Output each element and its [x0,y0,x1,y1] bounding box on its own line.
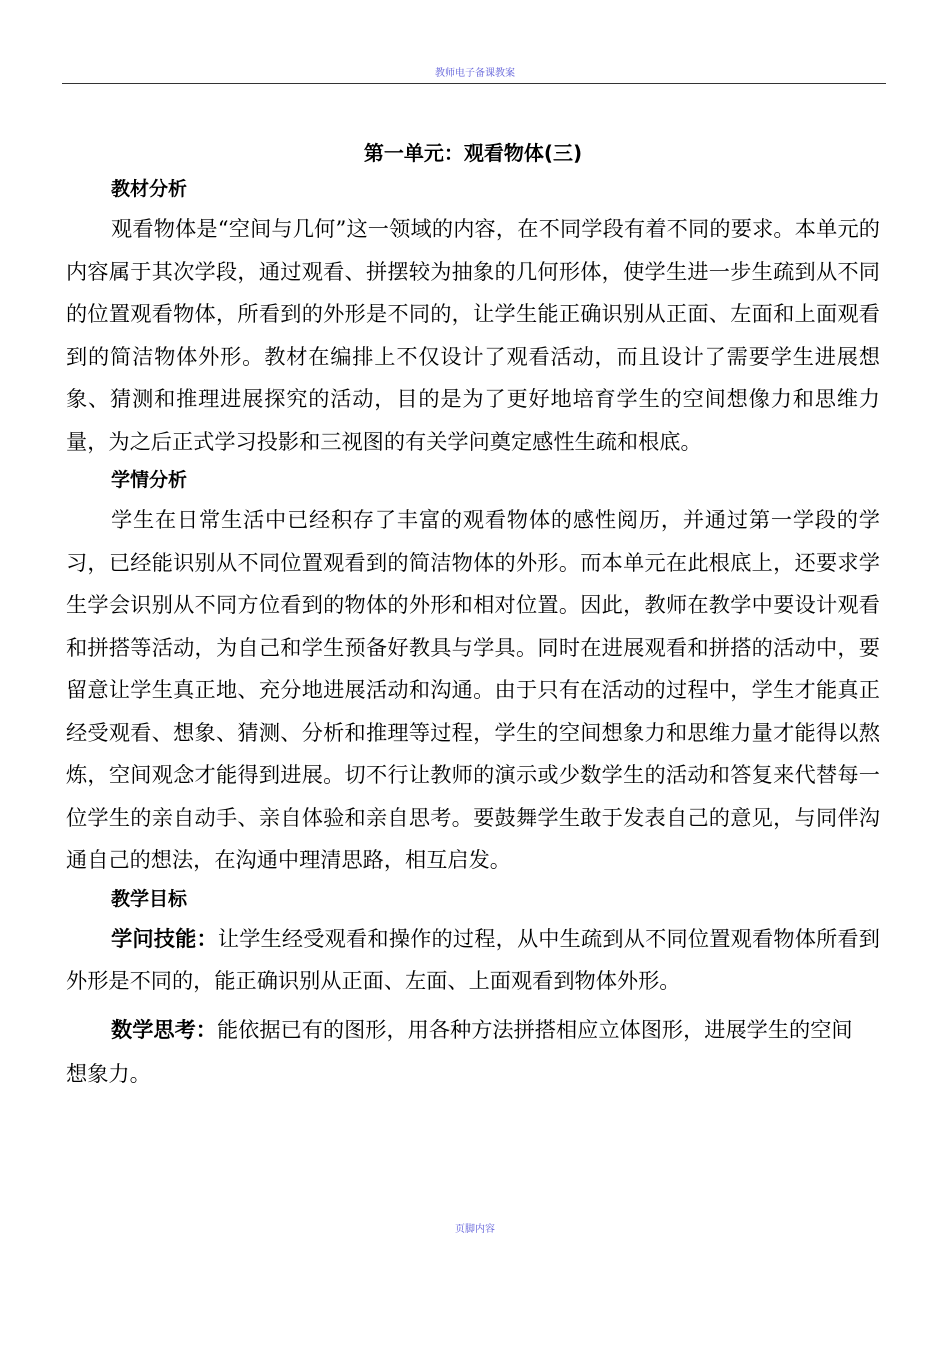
document-body [66,138,880,1096]
header-divider [62,83,886,84]
student-analysis-paragraph: 学生在日常生活中已经积存了丰富的观看物体的感性阅历，并通过第一学段的学习，已经能识别从不同位置观看到的简洁物体的外形。而本单元在此根底上，还要求学生学会识别从不同方位看到的物体的外形和相对位置。因此，教师在教学中要设计观看和拼搭等活动，为自己和学生预备好教具与学具。同时在进展观看和拼搭的活动中，要留意让学生真正地、充分地进展活动和沟通。由于只有在活动的过程中，学生才能真正经受观看、想象、猜测、分析和推理等过程，学生的空间想象力和思维力量才能得以熬炼，空间观念才能得到进展。切不行让教师的演示或少数学生的活动和答复来代替每一位学生的亲自动手、亲自体验和亲自思考。要鼓舞学生敢于发表自己的意见，与同伴沟通自己的想法，在沟通中理清思路，相互启发。 [66,507,880,872]
goal-knowledge-skills-label: 学问技能： [111,925,218,951]
page-footer: 页脚内容 [455,1224,495,1235]
section-heading-teaching-goals: 教学目标 [111,887,188,910]
goal-knowledge-skills [66,918,880,1003]
textbook-analysis-paragraph: 观看物体是“空间与几何”这一领域的内容，在不同学段有着不同的要求。本单元的内容属于其次学段，通过观看、拼摆较为抽象的几何形体，使学生进一步生疏到从不同的位置观看物体，所看到的外形是不同的，让学生能正确识别从正面、左面和上面观看到的简洁物体外形。教材在编排上不仅设计了观看活动，而且设计了需要学生进展想象、猜测和推理进展探究的活动，目的是为了更好地培育学生的空间想像力和思维力量，为之后正式学习投影和三视图的有关学问奠定感性生疏和根底。 [66,216,880,454]
goal-math-thinking [66,1009,880,1052]
goal-math-thinking-label: 数学思考： [111,1016,217,1042]
section-heading-student-analysis: 学情分析 [111,469,188,491]
section-heading-textbook-analysis: 教材分析 [111,178,188,200]
goal-math-thinking-text: 能依据已有的图形，用各种方法拼搭相应立体图形，进展学生的空间 [216,1016,853,1042]
goal-math-thinking-continuation: 想象力。 [66,1061,151,1086]
page-header: 教师电子备课教案 [435,68,515,79]
goal-knowledge-skills-text: 让学生经受观看和操作的过程，从中生疏到从不同位置观看物体所看到外形是不同的，能正确识别从正面、左面、上面观看到物体外形。 [66,925,880,993]
document-title: 第一单元：观看物体(三) [363,141,583,165]
